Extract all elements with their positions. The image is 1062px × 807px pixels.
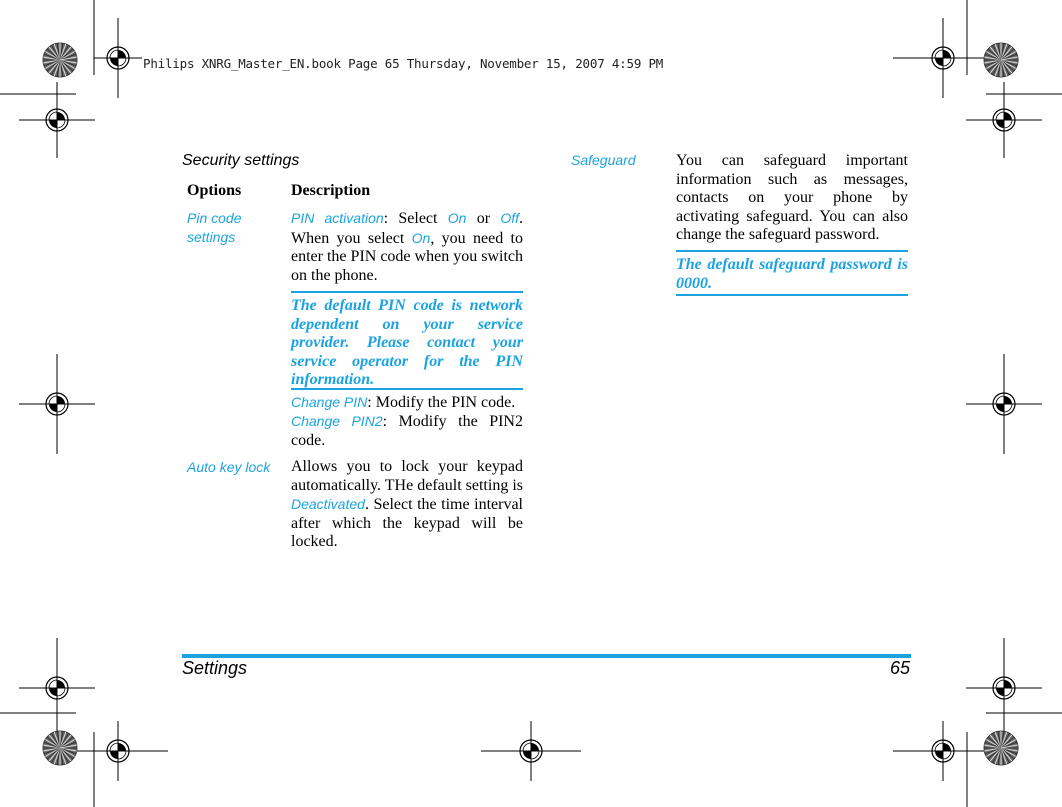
keyword-off: Off — [500, 210, 520, 226]
footer-page-number: 65 — [889, 658, 910, 678]
color-starburst-icon — [984, 731, 1018, 765]
keyword-on-2: On — [411, 229, 431, 246]
section-title: Security settings — [182, 152, 300, 169]
registration-target-icon — [893, 721, 993, 781]
change-pin2-description: Change PIN2: Modify the PIN2 code. — [291, 413, 523, 449]
registration-target-icon — [19, 638, 95, 738]
pin-default-note: The default PIN code is network dependent on your service provider. Please contact your service operator for the PIN information. — [291, 291, 523, 390]
change-pin-description: Change PIN: Modify the PIN code. — [291, 394, 516, 411]
keyword-pin-activation: PIN activation — [291, 210, 384, 226]
print-slug-line: Philips XNRG_Master_EN.book Page 65 Thursday, November 15, 2007 4:59 PM — [143, 56, 664, 71]
safeguard-description: You can safeguard important information such as messages, contacts on your phone by activating safeguard. You can also change the safeguard password. — [676, 152, 908, 243]
registration-target-icon — [481, 721, 581, 781]
option-safeguard: Safeguard — [571, 152, 636, 168]
option-pin-code-settings: Pin code settings — [187, 210, 242, 245]
option-auto-key-lock: Auto key lock — [187, 459, 271, 475]
color-starburst-icon — [43, 43, 77, 77]
registration-target-icon — [966, 638, 1042, 738]
registration-target-icon — [19, 82, 95, 158]
keyword-change-pin: Change PIN — [291, 394, 368, 410]
pin-description: PIN activation: Select On or Off. When you select On, you need to enter the PIN code when you switch on the phone. — [291, 210, 524, 284]
registration-target-icon — [68, 721, 168, 781]
keyword-on: On — [447, 210, 467, 226]
auto-key-lock-description: Allows you to lock your keypad automatically. THe default setting is Deactivated. Select the time interval after which the keypad will be locked. — [291, 458, 523, 550]
color-starburst-icon — [984, 43, 1018, 77]
registration-target-icon — [94, 18, 142, 98]
registration-target-icon — [966, 354, 1042, 454]
options-column-header: Options — [187, 182, 242, 199]
keyword-change-pin2: Change PIN2 — [291, 413, 383, 429]
color-starburst-icon — [43, 731, 77, 765]
registration-target-icon — [19, 354, 95, 454]
footer-section-name: Settings — [182, 658, 248, 678]
description-column-header: Description — [291, 182, 371, 199]
safeguard-default-note: The default safeguard password is 0000. — [676, 250, 908, 296]
registration-target-icon — [893, 18, 993, 98]
footer-rule — [182, 654, 911, 658]
registration-target-icon — [966, 82, 1042, 158]
keyword-deactivated: Deactivated — [291, 496, 365, 512]
